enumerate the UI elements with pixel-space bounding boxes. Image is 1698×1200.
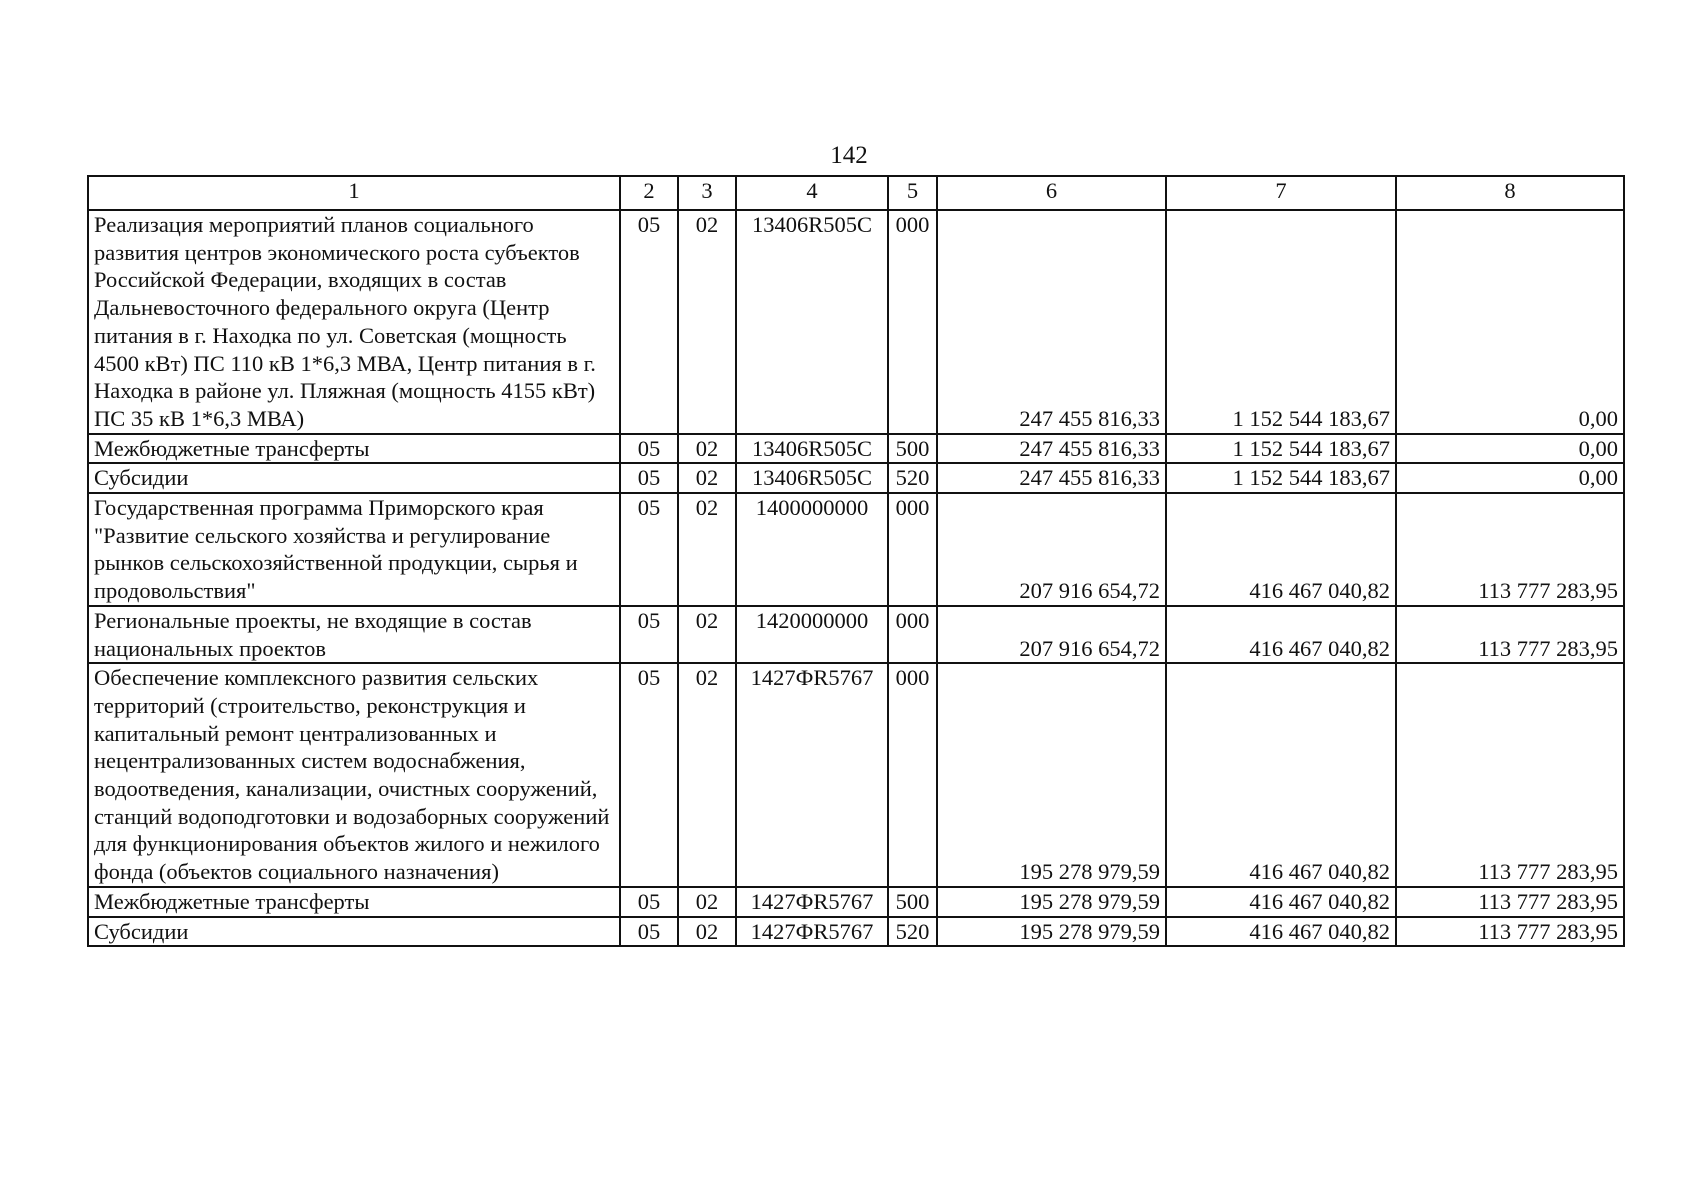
amount-col7: 1 152 544 183,67	[1166, 463, 1396, 493]
table-row	[88, 887, 1624, 917]
amount-col7: 416 467 040,82	[1166, 493, 1396, 606]
amount-col8: 113 777 283,95	[1396, 493, 1624, 606]
section-code: 05	[620, 887, 678, 917]
row-name: Государственная программа Приморского края "Развитие сельского хозяйства и регулирование рынков сельскохозяйственной продукции, сырья и продовольствия"	[88, 493, 620, 606]
amount-col8: 113 777 283,95	[1396, 663, 1624, 887]
table-row	[88, 606, 1624, 663]
subsection-code: 02	[678, 493, 736, 606]
target-article-code: 13406R505C	[736, 210, 888, 434]
section-code: 05	[620, 434, 678, 464]
amount-col6: 195 278 979,59	[937, 663, 1166, 887]
table-row	[88, 917, 1624, 947]
target-article-code: 1400000000	[736, 493, 888, 606]
expense-type-code: 500	[888, 887, 937, 917]
target-article-code: 1427ФR5767	[736, 663, 888, 887]
amount-col8: 0,00	[1396, 463, 1624, 493]
amount-col6: 247 455 816,33	[937, 434, 1166, 464]
amount-col6: 207 916 654,72	[937, 493, 1166, 606]
row-name: Субсидии	[88, 917, 620, 947]
amount-col7: 416 467 040,82	[1166, 917, 1396, 947]
target-article-code: 13406R505C	[736, 434, 888, 464]
amount-col8: 113 777 283,95	[1396, 917, 1624, 947]
column-header: 4	[736, 176, 888, 210]
row-name: Реализация мероприятий планов социального развития центров экономического роста субъектов Российской Федерации, входящих в состав Дальневосточного федерального округа (Центр питания в г. Находка по ул. Советская (мощность 4500 кВт) ПС 110 кВ 1*6,3 МВА, Центр питания в г. Находка в районе ул. Пляжная (мощность 4155 кВт) ПС 35 кВ 1*6,3 МВА)	[88, 210, 620, 434]
section-code: 05	[620, 663, 678, 887]
column-header: 2	[620, 176, 678, 210]
table-row	[88, 434, 1624, 464]
expense-type-code: 500	[888, 434, 937, 464]
subsection-code: 02	[678, 210, 736, 434]
target-article-code: 1427ФR5767	[736, 887, 888, 917]
row-name: Региональные проекты, не входящие в состав национальных проектов	[88, 606, 620, 663]
subsection-code: 02	[678, 434, 736, 464]
amount-col6: 247 455 816,33	[937, 210, 1166, 434]
amount-col7: 416 467 040,82	[1166, 606, 1396, 663]
expense-type-code: 000	[888, 210, 937, 434]
section-code: 05	[620, 210, 678, 434]
expense-type-code: 520	[888, 917, 937, 947]
amount-col6: 195 278 979,59	[937, 917, 1166, 947]
expense-type-code: 000	[888, 493, 937, 606]
table-row	[88, 663, 1624, 887]
subsection-code: 02	[678, 917, 736, 947]
table-header-row	[88, 176, 1624, 210]
subsection-code: 02	[678, 887, 736, 917]
amount-col8: 0,00	[1396, 210, 1624, 434]
amount-col8: 0,00	[1396, 434, 1624, 464]
table-row	[88, 463, 1624, 493]
table-row	[88, 210, 1624, 434]
column-header: 3	[678, 176, 736, 210]
budget-table	[87, 175, 1625, 947]
column-header: 7	[1166, 176, 1396, 210]
column-header: 5	[888, 176, 937, 210]
amount-col8: 113 777 283,95	[1396, 887, 1624, 917]
row-name: Межбюджетные трансферты	[88, 434, 620, 464]
target-article-code: 1427ФR5767	[736, 917, 888, 947]
amount-col6: 207 916 654,72	[937, 606, 1166, 663]
row-name: Субсидии	[88, 463, 620, 493]
row-name: Межбюджетные трансферты	[88, 887, 620, 917]
section-code: 05	[620, 917, 678, 947]
expense-type-code: 520	[888, 463, 937, 493]
row-name: Обеспечение комплексного развития сельских территорий (строительство, реконструкция и капитальный ремонт централизованных и нецентрализованных систем водоснабжения, водоотведения, канализации, очистных сооружений, станций водоподготовки и водозаборных сооружений для функционирования объектов жилого и нежилого фонда (объектов социального назначения)	[88, 663, 620, 887]
amount-col8: 113 777 283,95	[1396, 606, 1624, 663]
section-code: 05	[620, 463, 678, 493]
column-header: 8	[1396, 176, 1624, 210]
amount-col7: 416 467 040,82	[1166, 887, 1396, 917]
page-number: 142	[830, 142, 868, 169]
expense-type-code: 000	[888, 606, 937, 663]
amount-col7: 416 467 040,82	[1166, 663, 1396, 887]
column-header: 1	[88, 176, 620, 210]
amount-col6: 195 278 979,59	[937, 887, 1166, 917]
amount-col7: 1 152 544 183,67	[1166, 434, 1396, 464]
amount-col7: 1 152 544 183,67	[1166, 210, 1396, 434]
target-article-code: 1420000000	[736, 606, 888, 663]
section-code: 05	[620, 606, 678, 663]
subsection-code: 02	[678, 606, 736, 663]
target-article-code: 13406R505C	[736, 463, 888, 493]
expense-type-code: 000	[888, 663, 937, 887]
subsection-code: 02	[678, 463, 736, 493]
column-header: 6	[937, 176, 1166, 210]
amount-col6: 247 455 816,33	[937, 463, 1166, 493]
table-row	[88, 493, 1624, 606]
section-code: 05	[620, 493, 678, 606]
subsection-code: 02	[678, 663, 736, 887]
